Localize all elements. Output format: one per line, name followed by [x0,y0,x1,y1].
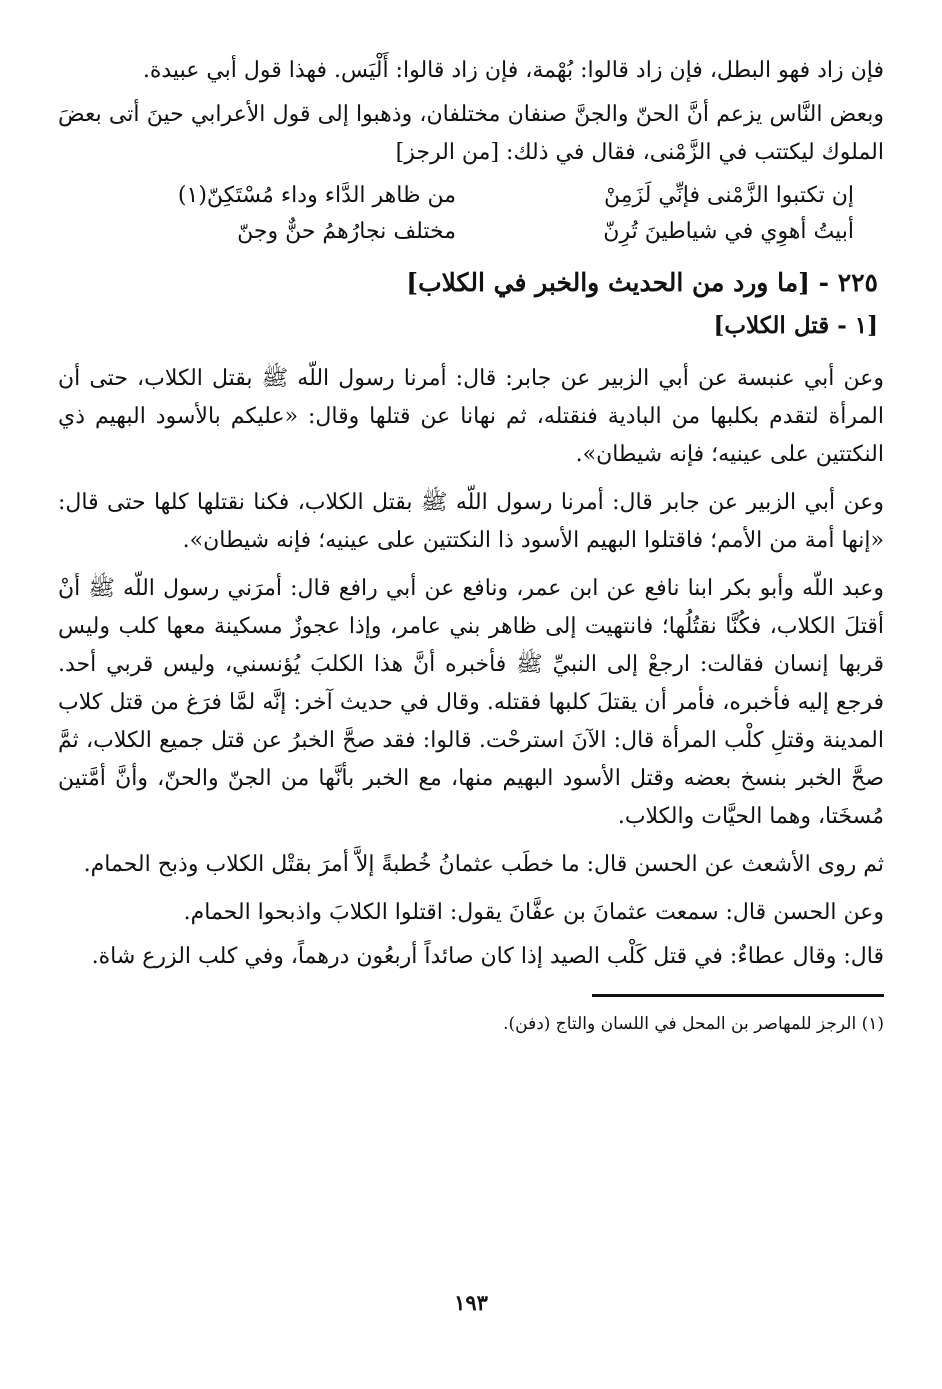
section-heading: ٢٢٥ - [ما ورد من الحديث والخبر في الكلاب] [406,268,878,297]
verse-line-1-first-hemistich: إن تكتبوا الزَّمْنى فإنِّي لَزَمِنْ [603,183,854,208]
paragraph-hadith-1: وعن أبي عنبسة عن أبي الزبير عن جابر: قال: أمرنا رسول اللّه ﷺ بقتل الكلاب، حتى أن المرأة لتقدم بكلبها من البادية فنقتله، ثم نهانا عن قتلها وقال: «عليكم بالأسود البهيم ذي النكتتين على عينيه؛ فإنه شيطان». [58,366,884,467]
paragraph-hadith-3: وعبد اللّه وأبو بكر ابنا نافع عن ابن عمر، ونافع عن أبي رافع قال: أمرَني رسول اللّه ﷺ أنْ أقتلَ الكلاب، فكُنَّا نقتُلُها؛ فانتهيت إلى ظاهر بني عامر، وإذا عجوزٌ مسكينة معها كلب وليس قربها إنسان فقالت: ارجعْ إلى النبيِّ ﷺ فأخبره أنَّ هذا الكلبَ يُؤنسني، وليس قربي أحد. فرجع إليه فأخبره، فأمر أن يقتلَ كلبها فقتله. وقال في حديث آخر: إنَّه لمَّا فرَغ من قتل كلاب المدينة وقتلِ كلْب المرأة قال: الآنَ استرحْت. قالوا: فقد صحَّ الخبرُ عن قتل جميع الكلاب، ثمَّ صحَّ الخبر بنسخ بعضه وقتل الأسود البهيم منها، مع الخبر بأنَّها من الجنّ والحنّ، وأنَّ أمَّتين مُسخَتا، وهما الحيَّات والكلاب. [58,576,884,829]
footnote: (١) الرجز للمهاصر بن المحل في اللسان والتاج (دفن). [503,1014,884,1034]
verse-block [58,178,884,250]
verse-line-1-second-hemistich: من ظاهر الدَّاء وداء مُسْتَكِنّ(١) [177,183,456,208]
paragraph-bedouin: وبعض النَّاس يزعم أنَّ الحنّ والجنَّ صنفان مختلفان، وذهبوا إلى قول الأعرابي حينَ أتى بعضَ الملوك ليكتتب في الزَّمْنى، فقال في ذلك: [من الرجز] [58,102,884,165]
paragraph-hadith-6: قال: وقال عطاءٌ: في قتل كَلْب الصيد إذا كان صائداً أربعُون درهماً، وفي كلب الزرع شاة. [91,944,884,969]
footnote-separator [592,994,884,997]
paragraph-opening: فإن زاد فهو البطل، فإن زاد قالوا: بُهْمة، فإن زاد قالوا: أَلْيَس. فهذا قول أبي عبيدة. [142,58,884,83]
paragraph-hadith-2: وعن أبي الزبير عن جابر قال: أمرنا رسول اللّه ﷺ بقتل الكلاب، فكنا نقتلها كلها حتى قال: «إنها أمة من الأمم؛ فاقتلوا البهيم الأسود ذا النكتتين على عينيه؛ فإنه شيطان». [58,490,884,553]
page-number: ١٩٣ [454,1290,488,1315]
paragraph-hadith-5: وعن الحسن قال: سمعت عثمانَ بن عفَّانَ يقول: اقتلوا الكلابَ واذبحوا الحمام. [183,900,884,925]
paragraph-hadith-4: ثم روى الأشعث عن الحسن قال: ما خطَب عثمانُ خُطبةً إلاَّ أمرَ بقتْل الكلاب وذبح الحمام. [83,852,884,877]
verse-line-2-first-hemistich: أبيتُ أهوِي في شياطينَ تُرِنّ [603,219,854,244]
verse-line-2-second-hemistich: مختلف نجارُهمُ حنٌّ وجنّ [237,219,456,244]
sub-heading: [١ - قتل الكلاب] [713,312,878,339]
